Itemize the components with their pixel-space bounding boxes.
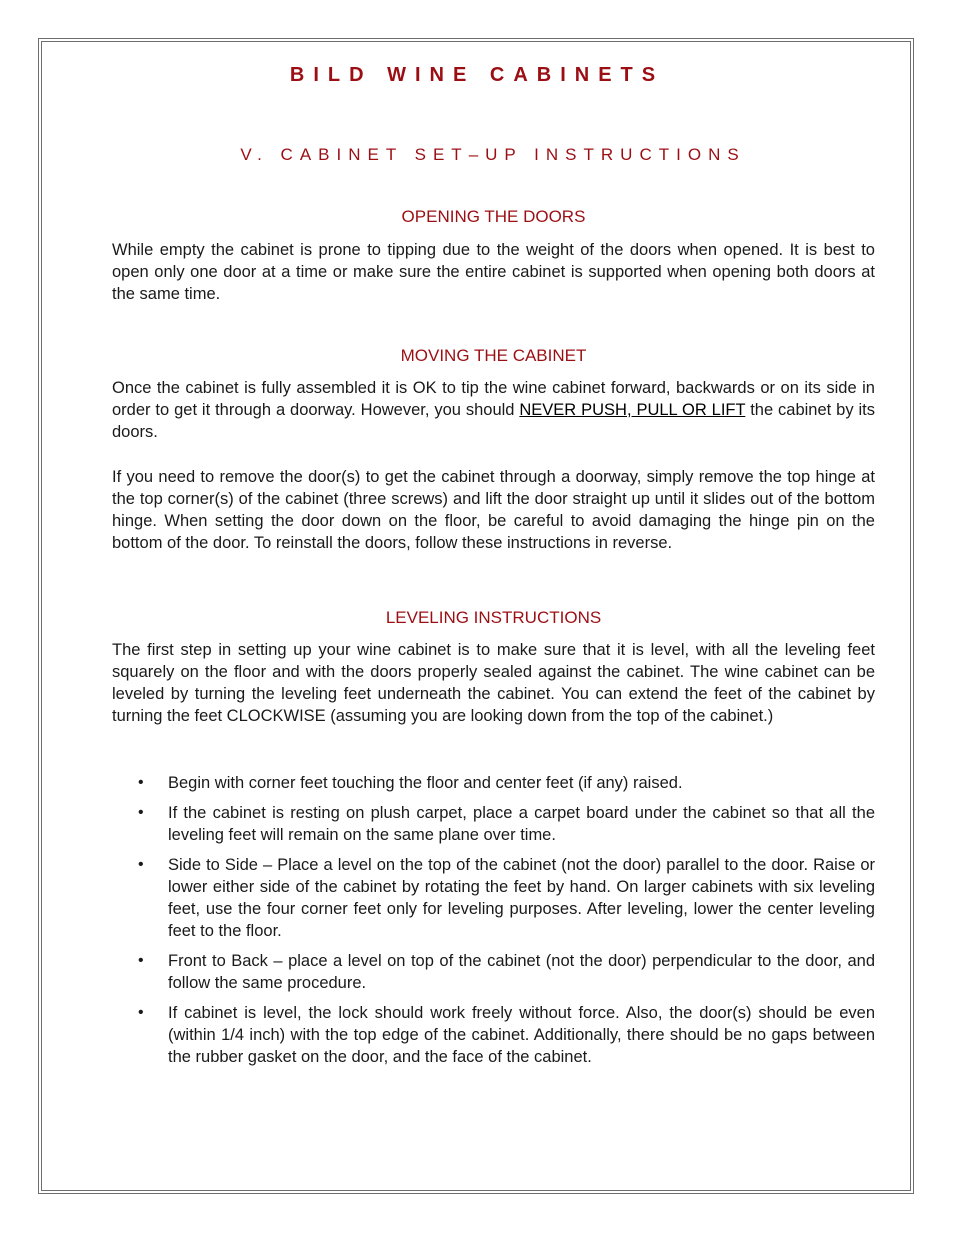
- list-item: • If cabinet is level, the lock should work freely without force. Also, the door(s) should be even (within 1/4 inch) with the top edge of the cabinet. Additionally, there should be no gaps between the rubber gasket on the door, and the face of the cabinet.: [138, 1004, 875, 1066]
- document-title: BILD WINE CABINETS: [289, 64, 665, 86]
- heading-moving-cabinet: MOVING THE CABINET: [400, 346, 587, 365]
- leveling-steps-list: [112, 772, 875, 1076]
- moving-text-end: the cabinet by its doors.: [112, 401, 875, 441]
- section-title: V. CABINET SET–UP INSTRUCTIONS: [240, 145, 746, 164]
- list-item: • Side to Side – Place a level on the top of the cabinet (not the door) parallel to the door. Raise or lower either side of the cabinet by rotating the feet by hand. On larger cabinets with six leveling feet, use the four corner feet only for leveling purposes. After leveling, lower the center leveling feet to the floor.: [138, 856, 875, 940]
- paragraph-moving-cabinet: [112, 377, 875, 443]
- bullet-icon: •: [138, 952, 144, 969]
- paragraph-remove-doors: If you need to remove the door(s) to get the cabinet through a doorway, simply remove the top hinge at the top corner(s) of the cabinet (three screws) and lift the door straight up until it slides out of the bottom hinge. When setting the door down on the floor, be careful to avoid damaging the hinge pin on the bottom of the door. To reinstall the doors, follow these instructions in reverse.: [112, 468, 875, 552]
- heading-opening-doors: OPENING THE DOORS: [401, 207, 586, 226]
- heading-leveling: LEVELING INSTRUCTIONS: [385, 608, 602, 627]
- moving-text-start: Once the cabinet is fully assembled it is OK to tip the wine cabinet forward, backwards or on its side in order to get it through a doorway. However, you should: [112, 379, 875, 419]
- list-item: • If the cabinet is resting on plush carpet, place a carpet board under the cabinet so that all the leveling feet will remain on the same plane over time.: [138, 804, 875, 844]
- list-item: • Begin with corner feet touching the floor and center feet (if any) raised.: [138, 774, 683, 792]
- bullet-icon: •: [138, 804, 144, 821]
- paragraph-leveling: The first step in setting up your wine cabinet is to make sure that it is level, with all the leveling feet squarely on the floor and with the doors properly sealed against the cabinet. The wine cabinet can be leveled by turning the leveling feet underneath the cabinet. You can extend the feet of the cabinet by turning the feet CLOCKWISE (assuming you are looking down from the top of the cabinet.): [112, 641, 875, 725]
- bullet-icon: •: [138, 1004, 144, 1021]
- paragraph-opening-doors: While empty the cabinet is prone to tipping due to the weight of the doors when opened. It is best to open only one door at a time or make sure the entire cabinet is supported when opening both doors at the same time.: [112, 241, 875, 303]
- list-item: • Front to Back – place a level on top of the cabinet (not the door) perpendicular to the door, and follow the same procedure.: [138, 952, 875, 992]
- never-push-warning: NEVER PUSH, PULL OR LIFT: [519, 401, 746, 419]
- bullet-icon: •: [138, 856, 144, 873]
- bullet-icon: •: [138, 774, 144, 791]
